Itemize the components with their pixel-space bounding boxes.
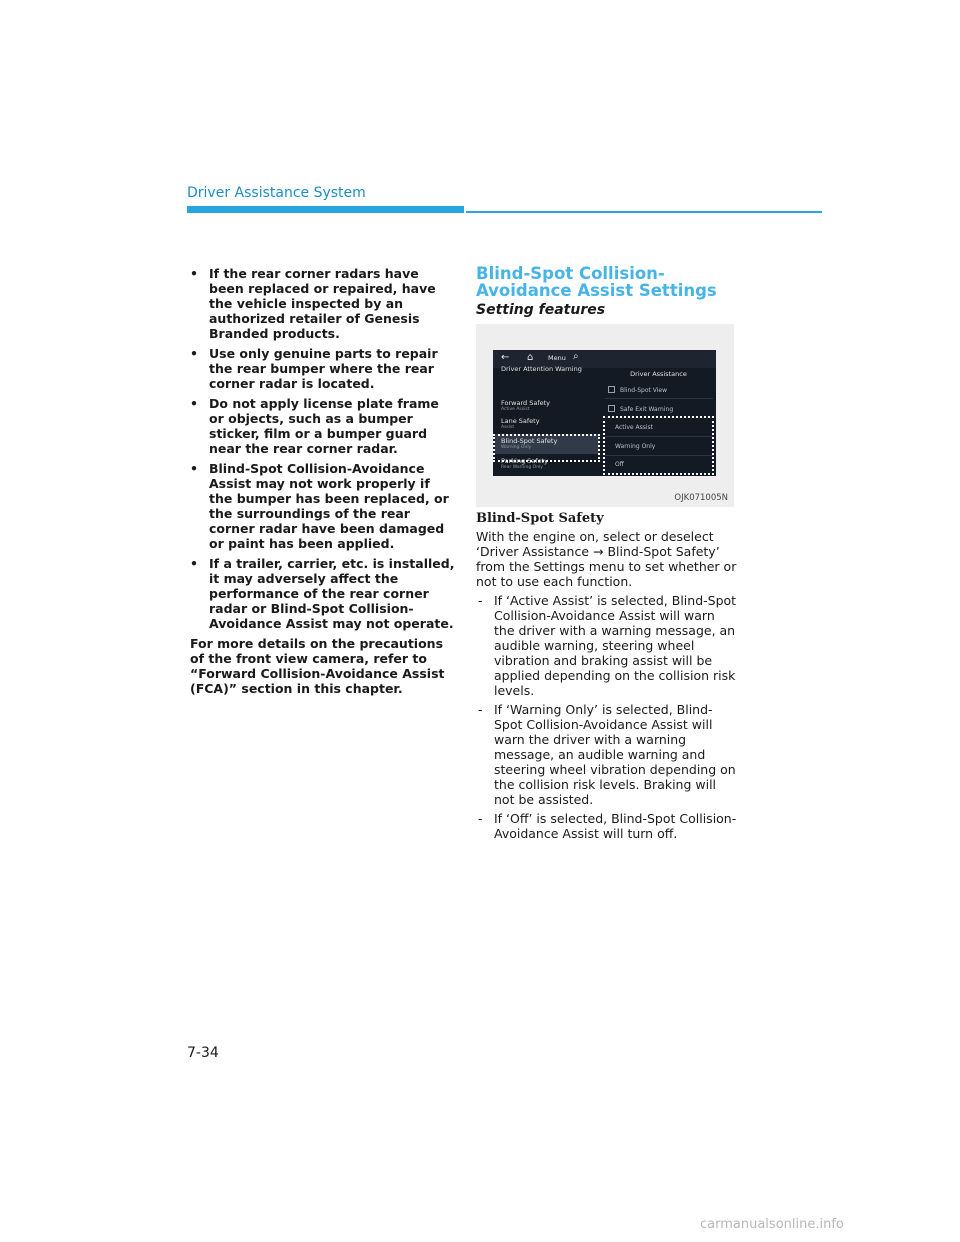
menu-item: Parking Safety Rear Warning Only [501,457,548,470]
bullet-item: • If a trailer, carrier, etc. is installed, it may adversely affect the performance of the rear corner radar or Blind-Spot Collision-Avoidance Assist may not operate. [190,556,455,631]
option-item: Safe Exit Warning [608,405,673,413]
running-head: Driver Assistance System [187,185,366,201]
dash-item: - If ‘Off’ is selected, Blind-Spot Collision-Avoidance Assist will turn off. [478,811,737,841]
panel-title: Driver Assistance [630,370,687,378]
figure-code: OJK071005N [674,493,728,503]
bullet-symbol: • [190,266,198,281]
bullet-symbol: • [190,346,198,361]
header-rule-thick [187,206,464,213]
menu-item-selected: Blind-Spot Safety Warning Only [501,437,558,450]
bullet-item: • Blind-Spot Collision-Avoidance Assist may not work properly if the bumper has been replaced, or the surroundings of the rear corner radar have been damaged or paint has been applied. [190,461,449,551]
menu-label: Menu [548,354,566,362]
header-rule-thin [466,211,822,213]
search-icon: ⌕ [573,351,579,362]
checkbox-icon [608,405,615,412]
menu-item: Driver Attention Warning [501,365,582,373]
option-item: Blind-Spot View [608,386,667,394]
section-subtitle: Setting features [476,302,606,318]
settings-screen-figure [476,324,734,507]
precautions-column [190,266,456,696]
bullet-symbol: • [190,396,198,411]
section-title: Blind-Spot Collision-Avoidance Assist Settings [476,264,717,300]
highlight-frame-options [603,416,714,475]
page-number: 7-34 [187,1045,219,1061]
checkbox-icon [608,386,615,393]
dash-symbol: - [478,702,483,717]
divider [605,398,713,399]
settings-section-header [476,265,748,318]
dash-symbol: - [478,811,483,826]
home-icon: ⌂ [527,352,534,363]
watermark: carmanualsonline.info [700,1217,844,1232]
highlight-frame-menu [493,434,600,462]
subsection-label: Blind-Spot Safety [476,511,604,526]
bullet-item: • Do not apply license plate frame or objects, such as a bumper sticker, film or a bumper guard near the rear corner radar. [190,396,439,456]
dash-symbol: - [478,593,483,608]
menu-item: Lane Safety Assist [501,417,540,430]
dash-item: - If ‘Active Assist’ is selected, Blind-Spot Collision-Avoidance Assist will warn the driver with a warning message, an audible warning, steering wheel vibration and braking assist will be applied depending on the collision risk levels. [478,593,737,698]
blind-spot-safety-description [476,511,738,841]
menu-item: Forward Safety Active Assist [501,399,550,412]
option-item: Warning Only [615,443,656,450]
reference-paragraph: For more details on the precautions of the front view camera, refer to “Forward Collision-Avoidance Assist (FCA)” section in this chapter. [190,636,445,696]
bullet-item: • If the rear corner radars have been replaced or repaired, have the vehicle inspected by an authorized retailer of Genesis Branded products. [190,266,436,341]
option-item: Off [615,461,624,468]
bullet-symbol: • [190,461,198,476]
intro-paragraph: With the engine on, select or deselect ‘Driver Assistance → Blind-Spot Safety’ from the Settings menu to set whether or not to use each function. [476,529,737,589]
dash-item: - If ‘Warning Only’ is selected, Blind-Spot Collision-Avoidance Assist will warn the driver with a warning message, an audible warning and steering wheel vibration depending on the collision risk levels. Braking will not be assisted. [478,702,736,807]
bullet-item: • Use only genuine parts to repair the rear bumper where the rear corner radar is located. [190,346,438,391]
bullet-symbol: • [190,556,198,571]
option-item: Active Assist [615,424,653,431]
back-arrow-icon: ← [501,352,510,363]
